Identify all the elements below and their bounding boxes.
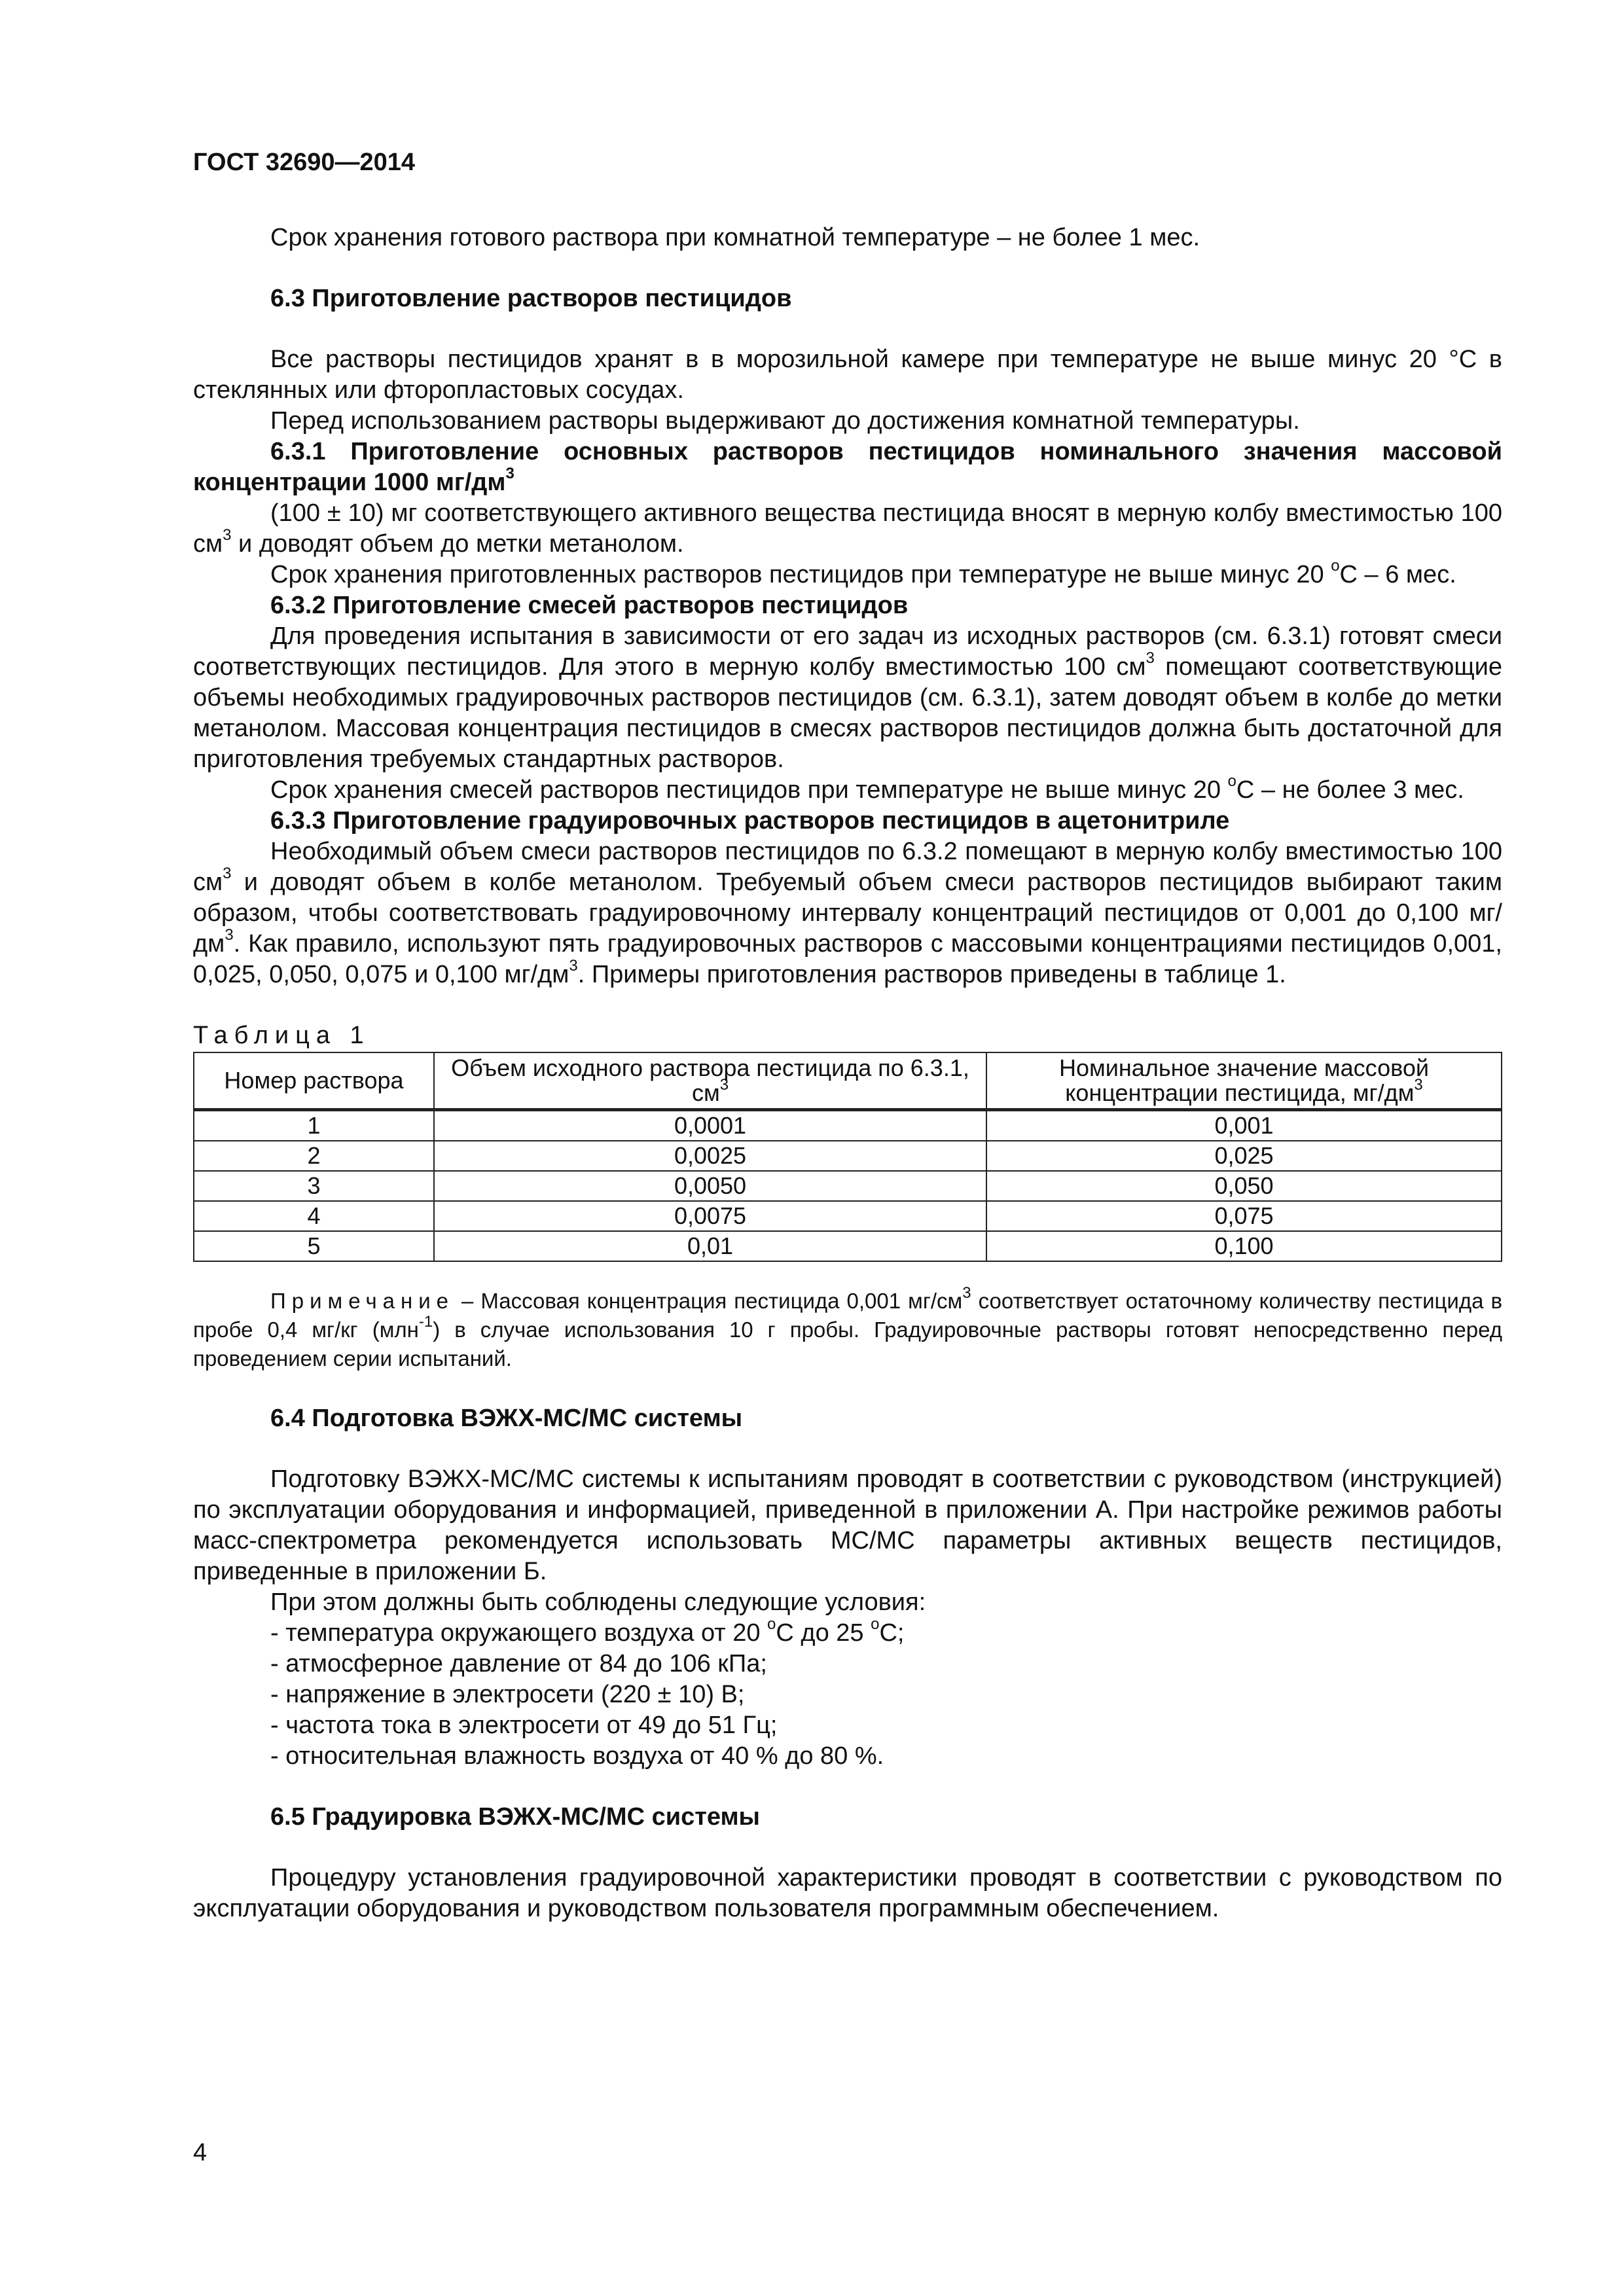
superscript: 3 xyxy=(569,957,578,975)
superscript: 3 xyxy=(1414,1076,1423,1094)
table-note xyxy=(193,1284,1502,1373)
table-row xyxy=(194,1171,1502,1201)
paragraph-6-4-preparation: Подготовку ВЭЖХ-МС/МС системы к испытаниям проводят в соответствии с руководством (инструкцией) по эксплуатации оборудования и информацией, приведенной в приложении А. При настройке режимов работы масс-спектрометра рекомендуется использовать МС/МС параметры активных веществ пестицидов, приведенные в приложении Б. xyxy=(193,1465,1502,1585)
text-fragment: . Примеры приготовления растворов приведены в таблице 1. xyxy=(577,961,1286,988)
superscript: -1 xyxy=(418,1313,433,1331)
table-row xyxy=(194,1231,1502,1261)
text-fragment: С; xyxy=(879,1619,905,1647)
paragraph-6-3-1-storage xyxy=(193,557,1502,590)
text-fragment: ) в случае использования 10 г пробы. Градуировочные растворы готовят непосредственно перед проведением серии испытаний. xyxy=(193,1318,1502,1371)
cell-source-volume: 0,0001 xyxy=(434,1110,986,1141)
condition-humidity: - относительная влажность воздуха от 40 % до 80 %. xyxy=(270,1742,884,1770)
table-row xyxy=(194,1201,1502,1231)
text-fragment: Срок хранения смесей растворов пестицидов при температуре не выше минус 20 xyxy=(270,776,1228,804)
text-fragment: соответствует остаточному количеству пестицида в пробе 0,4 мг/кг (млн xyxy=(193,1289,1502,1342)
superscript: о xyxy=(1331,557,1340,575)
document-code: ГОСТ 32690—2014 xyxy=(193,149,416,176)
text-fragment: Для проведения испытания в зависимости от его задач из исходных растворов (см. 6.3.1) готовят смеси соответствующих пестицидов. Для этого в мерную колбу вместимостью 100 см xyxy=(193,622,1502,681)
paragraph-6-3-3-calibration xyxy=(193,836,1502,990)
document-page xyxy=(193,147,1502,1924)
cell-solution-number: 3 xyxy=(194,1171,434,1201)
table-header-row xyxy=(194,1052,1502,1110)
paragraph-6-3-storage: Все растворы пестицидов хранят в в морозильной камере при температуре не выше минус 20 °С в стеклянных или фторопластовых сосудах. xyxy=(193,346,1502,404)
section-heading-6-3-3: 6.3.3 Приготовление градуировочных растворов пестицидов в ацетонитриле xyxy=(270,807,1230,834)
note-label: Примечание xyxy=(270,1289,455,1313)
header-nominal-concentration xyxy=(986,1052,1502,1110)
paragraph-6-4-conditions: При этом должны быть соблюдены следующие условия: xyxy=(270,1588,926,1616)
condition-pressure: - атмосферное давление от 84 до 106 кПа; xyxy=(270,1650,767,1677)
text-fragment: С – не более 3 мес. xyxy=(1236,776,1464,804)
header-source-volume xyxy=(434,1052,986,1110)
text-fragment: Необходимый объем смеси растворов пестицидов по 6.3.2 помещают в мерную колбу вместимостью 100 см xyxy=(193,838,1502,896)
condition-temperature xyxy=(193,1615,1502,1649)
cell-solution-number: 5 xyxy=(194,1231,434,1261)
text-fragment: - температура окружающего воздуха от 20 xyxy=(270,1619,768,1647)
superscript: 3 xyxy=(225,926,234,944)
paragraph-6-3-warmup: Перед использованием растворы выдерживают до достижения комнатной температуры. xyxy=(270,407,1300,435)
table-row xyxy=(194,1110,1502,1141)
cell-source-volume: 0,01 xyxy=(434,1231,986,1261)
table-1 xyxy=(193,1052,1502,1262)
cell-solution-number: 2 xyxy=(194,1141,434,1171)
cell-nominal-concentration: 0,075 xyxy=(986,1201,1502,1231)
superscript: 3 xyxy=(719,1076,729,1094)
text-fragment: (100 ± 10) мг соответствующего активного вещества пестицида вносят в мерную колбу вместимостью 100 см xyxy=(193,499,1502,558)
header-text: Объем исходного раствора пестицида по 6.3.1, см xyxy=(451,1054,969,1106)
superscript: о xyxy=(767,1615,776,1634)
section-heading-6-5: 6.5 Градуировка ВЭЖХ-МС/МС системы xyxy=(270,1803,761,1831)
text-fragment: и доводят объем до метки метанолом. xyxy=(231,530,684,558)
text-fragment: С до 25 xyxy=(776,1619,871,1647)
superscript: 3 xyxy=(505,465,514,483)
text-fragment: . Как правило, используют пять градуировочных растворов с массовыми концентрациями пестицидов 0,001, 0,025, 0,050, 0,075 и 0,100 мг/дм xyxy=(193,930,1502,988)
table-row xyxy=(194,1141,1502,1171)
cell-nominal-concentration: 0,025 xyxy=(986,1141,1502,1171)
condition-frequency: - частота тока в электросети от 49 до 51 Гц; xyxy=(270,1712,778,1739)
cell-solution-number: 4 xyxy=(194,1201,434,1231)
paragraph-storage-ready: Срок хранения готового раствора при комнатной температуре – не более 1 мес. xyxy=(270,224,1200,251)
text-fragment: Срок хранения приготовленных растворов пестицидов при температуре не выше минус 20 xyxy=(270,561,1331,588)
section-heading-6-4: 6.4 Подготовка ВЭЖХ-МС/МС системы xyxy=(270,1405,743,1432)
cell-source-volume: 0,0050 xyxy=(434,1171,986,1201)
paragraph-6-3-2-storage xyxy=(193,772,1502,806)
superscript: 3 xyxy=(1146,649,1155,668)
superscript: 3 xyxy=(223,865,232,883)
cell-nominal-concentration: 0,100 xyxy=(986,1231,1502,1261)
section-heading-6-3: 6.3 Приготовление растворов пестицидов xyxy=(270,285,792,312)
header-solution-number: Номер раствора xyxy=(194,1052,434,1110)
text-fragment: – Массовая концентрация пестицида 0,001 мг/см xyxy=(454,1289,963,1313)
heading-text: 6.3.1 Приготовление основных растворов пестицидов номинального значения массовой концентрации 1000 мг/дм xyxy=(193,438,1502,496)
paragraph-6-3-1-prep xyxy=(193,498,1502,560)
text-fragment: и доводят объем в колбе метанолом. Требуемый объем смеси растворов пестицидов выбирают таким образом, чтобы соответствовать градуировочному интервалу концентраций пестицидов от 0,001 до 0,100 мг/дм xyxy=(193,869,1502,958)
cell-nominal-concentration: 0,050 xyxy=(986,1171,1502,1201)
superscript: 3 xyxy=(962,1284,971,1302)
superscript: о xyxy=(871,1615,880,1634)
table-caption: Таблица 1 xyxy=(193,1022,370,1049)
text-fragment: С – 6 мес. xyxy=(1339,561,1456,588)
cell-nominal-concentration: 0,001 xyxy=(986,1110,1502,1141)
superscript: 3 xyxy=(223,526,232,545)
section-heading-6-3-2: 6.3.2 Приготовление смесей растворов пестицидов xyxy=(270,592,909,619)
paragraph-6-3-2-mixes xyxy=(193,621,1502,775)
section-heading-6-3-1 xyxy=(193,437,1502,498)
cell-source-volume: 0,0075 xyxy=(434,1201,986,1231)
paragraph-6-5-calibration: Процедуру установления градуировочной характеристики проводят в соответствии с руководством по эксплуатации оборудования и руководством пользователя программным обеспечением. xyxy=(193,1864,1502,1922)
cell-source-volume: 0,0025 xyxy=(434,1141,986,1171)
page-number: 4 xyxy=(193,2139,208,2166)
header-text: Номинальное значение массовой концентрации пестицида, мг/дм xyxy=(1059,1054,1429,1106)
cell-solution-number: 1 xyxy=(194,1110,434,1141)
condition-voltage: - напряжение в электросети (220 ± 10) В; xyxy=(270,1681,745,1708)
text-fragment: помещают соответствующие объемы необходимых градуировочных растворов пестицидов (см. 6.3.1), затем доводят объем в колбе до метки метанолом. Массовая концентрация пестицидов в смесях растворов пестицидов должна быть достаточной для приготовления требуемых стандартных растворов. xyxy=(193,653,1502,773)
superscript: о xyxy=(1227,772,1236,791)
